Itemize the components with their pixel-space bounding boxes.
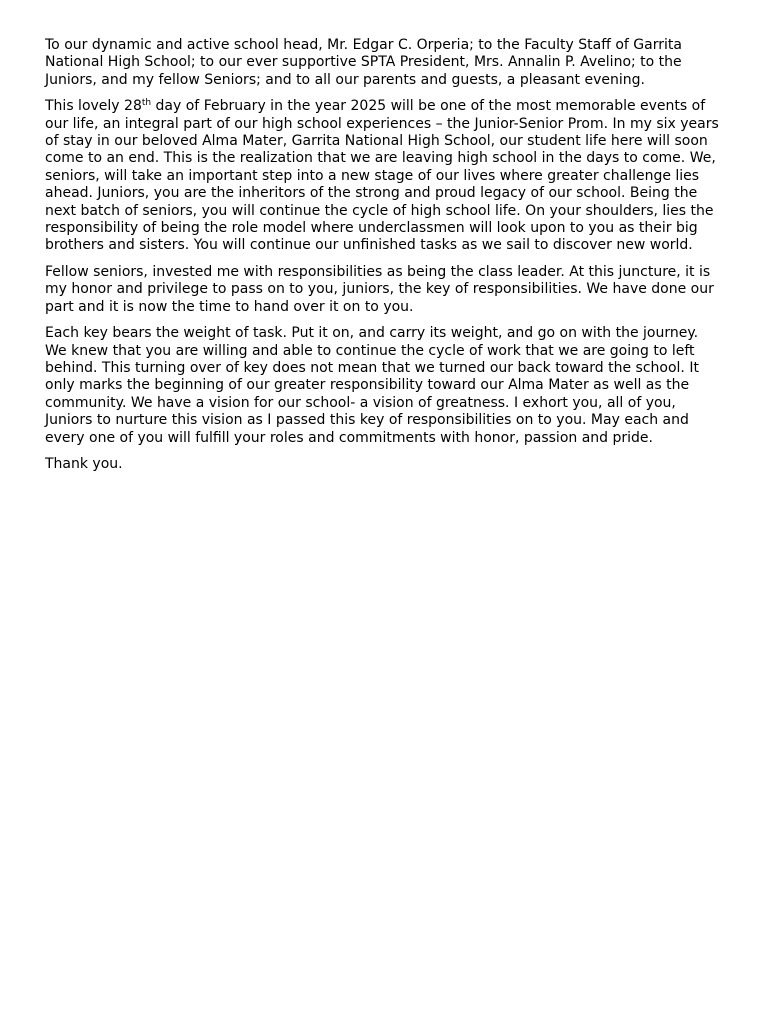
speech-document: [45, 37, 723, 482]
salutation-paragraph: To our dynamic and active school head, Mr. Edgar C. Orperia; to the Faculty Staff of Garrita National High School; to our ever supportive SPTA President, Mrs. Annalin P. Avelino; to the Juniors, and my fellow Seniors; and to all our parents and guests, a pleasant evening.: [45, 37, 682, 88]
prom-paragraph-rest: day of February in the year 2025 will be one of the most memorable events of our life, an integral part of our high school experiences – the Junior-Senior Prom. In my six years of stay in our beloved Alma Mater, Garrita National High School, our student life here will soon come to an end. This is the realization that we are leaving high school in the days to come. We, seniors, will take an important step into a new stage of our lives where greater challenge lies ahead. Juniors, you are the inheritors of the strong and proud legacy of our school. Being the next batch of seniors, you will continue the cycle of high school life. On your shoulders, lies the responsibility of being the role model where underclassmen will look upon to you as their big brothers and sisters. You will continue our unfinished tasks as we sail to discover new world.: [45, 98, 719, 254]
closing-line: Thank you.: [45, 455, 123, 472]
prom-paragraph: [45, 98, 723, 255]
seniors-paragraph: Fellow seniors, invested me with responsibilities as being the class leader. At this juncture, it is my honor and privilege to pass on to you, juniors, the key of responsibilities. We have done our part and it is now the time to hand over it on to you.: [45, 263, 714, 315]
ordinal-suffix: th: [141, 98, 152, 109]
key-paragraph: Each key bears the weight of task. Put it on, and carry its weight, and go on with the journey. We knew that you are willing and able to continue the cycle of work that we are going to left behind. This turning over of key does not mean that we turned our back toward the school. It only marks the beginning of our greater responsibility toward our Alma Mater as well as the community. We have a vision for our school- a vision of greatness. I exhort you, all of you, Juniors to nurture this vision as I passed this key of responsibilities on to you. May each and every one of you will fulfill your roles and commitments with honor, passion and pride.: [45, 325, 699, 446]
prom-paragraph-start: This lovely 28: [45, 98, 142, 115]
